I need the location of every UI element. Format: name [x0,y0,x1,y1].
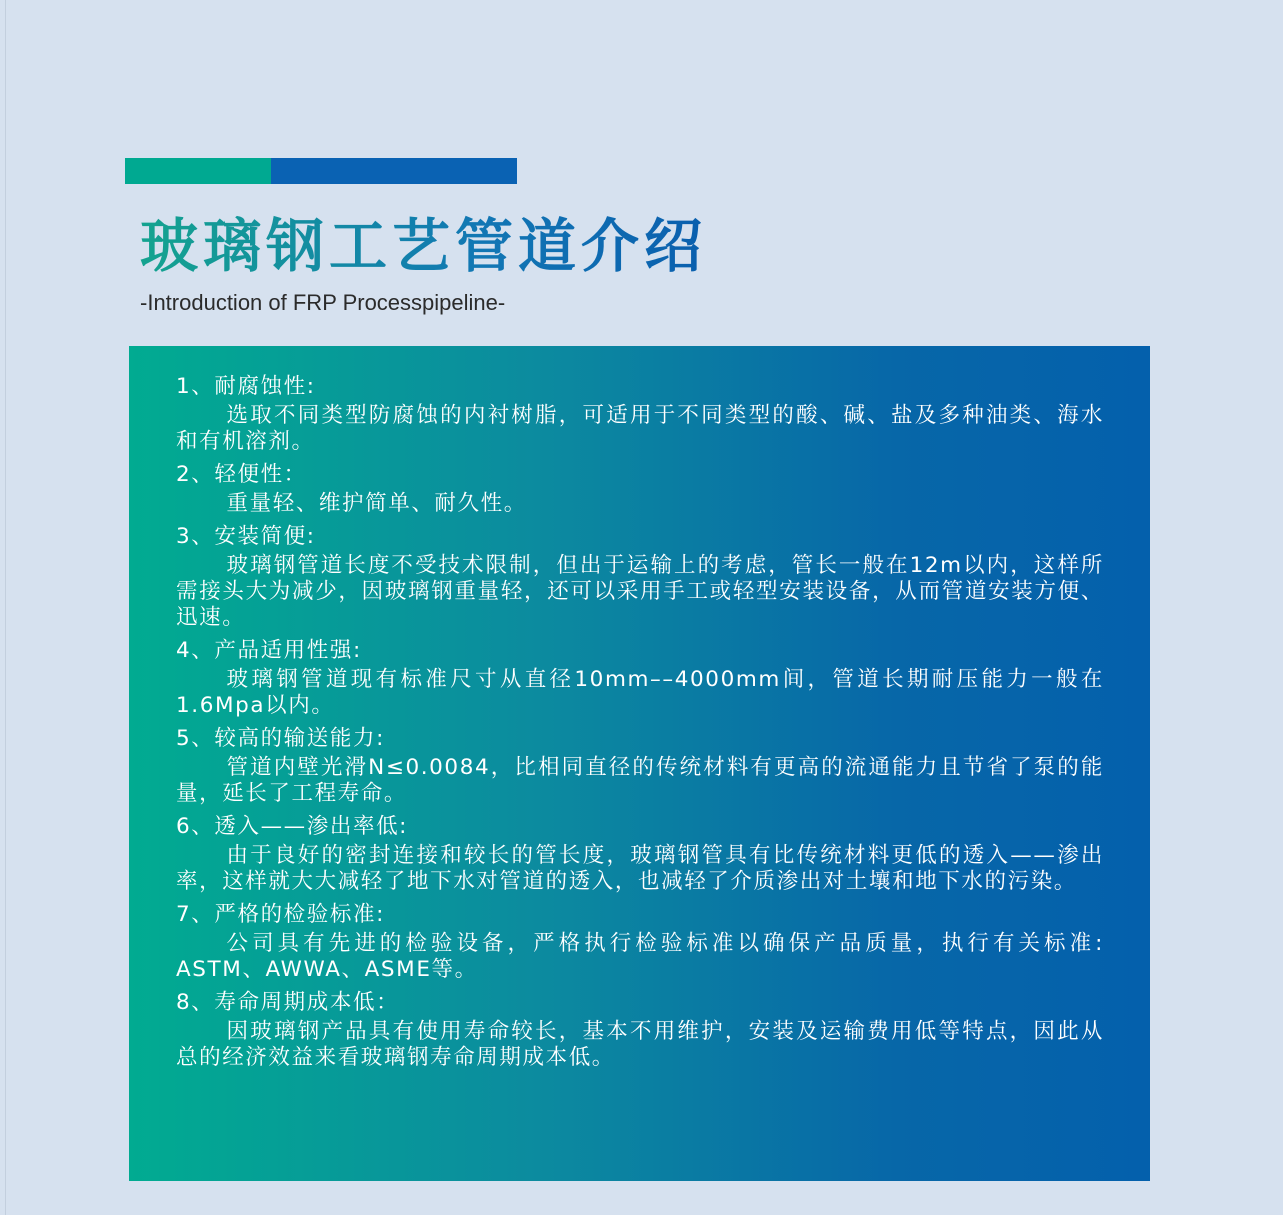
feature-description: 因玻璃钢产品具有使用寿命较长，基本不用维护，安装及运输费用低等特点，因此从总的经济效益来看玻璃钢寿命周期成本低。 [176,1019,1104,1070]
page-subtitle: -Introduction of FRP Processpipeline- [140,290,506,315]
feature-description: 选取不同类型防腐蚀的内衬树脂，可适用于不同类型的酸、碱、盐及多种油类、海水和有机溶剂。 [176,403,1104,454]
feature-item-conveying-capacity [176,726,1104,807]
feature-item-low-permeation [176,814,1104,895]
feature-heading: 8、寿命周期成本低： [176,990,400,1015]
feature-heading: 5、较高的输送能力: [176,726,385,751]
accent-bar-teal-segment [125,158,271,184]
feature-list [176,374,1104,1071]
feature-description: 由于良好的密封连接和较长的管长度，玻璃钢管具有比传统材料更低的透入——渗出率，这样就大大减轻了地下水对管道的透入，也减轻了介质渗出对土壤和地下水的污染。 [176,843,1104,894]
feature-description: 管道内壁光滑N≤0.0084，比相同直径的传统材料有更高的流通能力且节省了泵的能量，延长了工程寿命。 [176,755,1104,806]
feature-heading: 3、安装简便: [176,524,316,549]
page-title: 玻璃钢工艺管道介绍 [140,208,707,284]
feature-description: 重量轻、维护简单、耐久性。 [226,491,527,516]
feature-item-lifecycle-cost [176,990,1104,1071]
title-accent-bar [125,158,517,184]
feature-heading: 2、轻便性： [176,462,307,487]
feature-panel [129,346,1150,1181]
feature-description: 公司具有先进的检验设备，严格执行检验标准以确保产品质量，执行有关标准: ASTM、AWWA、ASME等。 [176,931,1104,982]
feature-item-inspection-standards [176,902,1104,983]
page-edge-divider [5,0,6,1215]
accent-bar-blue-segment [271,158,517,184]
feature-description: 玻璃钢管道长度不受技术限制，但出于运输上的考虑，管长一般在12m以内，这样所需接头大为减少，因玻璃钢重量轻，还可以采用手工或轻型安装设备，从而管道安装方便、迅速。 [176,553,1104,630]
feature-item-applicability [176,638,1104,719]
feature-heading: 7、严格的检验标准: [176,902,385,927]
feature-item-easy-installation [176,524,1104,631]
feature-description: 玻璃钢管道现有标准尺寸从直径10mm––4000mm间，管道长期耐压能力一般在1.6Mpa以内。 [176,667,1104,718]
feature-item-corrosion-resistance [176,374,1104,455]
feature-item-lightweight [176,462,1104,517]
feature-heading: 1、耐腐蚀性: [176,374,316,399]
feature-heading: 6、透入——渗出率低: [176,814,409,839]
feature-heading: 4、产品适用性强: [176,638,362,663]
